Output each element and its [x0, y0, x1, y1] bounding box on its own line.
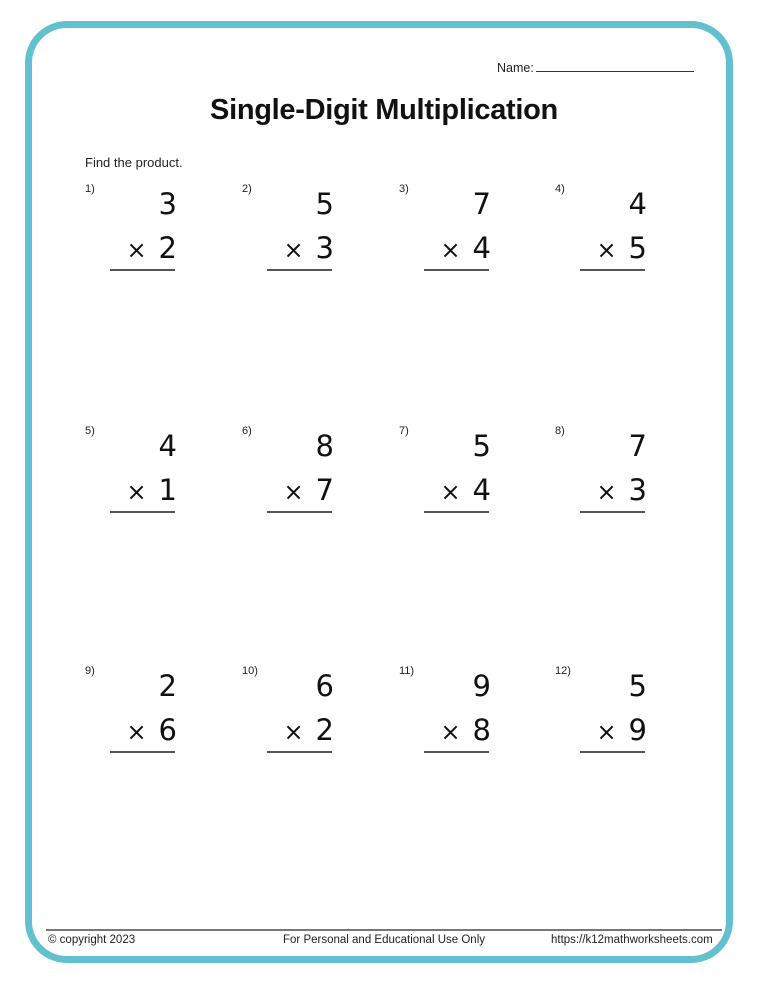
- multiplier: 3: [315, 231, 334, 265]
- multiplicand: 5: [315, 187, 334, 221]
- problem-3: [399, 183, 549, 293]
- multiplier-row: [440, 473, 491, 507]
- multiply-sign-icon: ×: [283, 236, 304, 264]
- multiply-sign-icon: ×: [126, 478, 147, 506]
- answer-line: [580, 751, 645, 753]
- problem-8: [555, 425, 705, 535]
- answer-line: [267, 269, 332, 271]
- problem-1: [85, 183, 235, 293]
- problem-5: [85, 425, 235, 535]
- multiplier-row: [126, 231, 177, 265]
- multiply-sign-icon: ×: [440, 236, 461, 264]
- multiplicand: 3: [158, 187, 177, 221]
- multiply-sign-icon: ×: [596, 236, 617, 264]
- multiplier: 5: [628, 231, 647, 265]
- multiply-sign-icon: ×: [596, 718, 617, 746]
- multiplicand: 7: [628, 429, 647, 463]
- multiplier-row: [596, 473, 647, 507]
- multiplier: 7: [315, 473, 334, 507]
- problem-12: [555, 665, 705, 775]
- multiplicand: 4: [628, 187, 647, 221]
- problem-2: [242, 183, 392, 293]
- answer-line: [424, 511, 489, 513]
- name-field: [497, 60, 694, 75]
- problem-10: [242, 665, 392, 775]
- multiply-sign-icon: ×: [440, 718, 461, 746]
- multiplicand: 2: [158, 669, 177, 703]
- problem-number: 6): [242, 425, 252, 437]
- problem-number: 3): [399, 183, 409, 195]
- answer-line: [267, 751, 332, 753]
- footer-divider: [46, 929, 722, 931]
- multiply-sign-icon: ×: [126, 236, 147, 264]
- footer-url: https://k12mathworksheets.com: [551, 934, 713, 946]
- problem-number: 4): [555, 183, 565, 195]
- name-blank-line: [536, 60, 694, 72]
- multiplier: 9: [628, 713, 647, 747]
- problem-number: 9): [85, 665, 95, 677]
- problem-number: 7): [399, 425, 409, 437]
- multiplicand: 9: [472, 669, 491, 703]
- answer-line: [424, 269, 489, 271]
- answer-line: [580, 269, 645, 271]
- problem-number: 2): [242, 183, 252, 195]
- multiplier: 4: [472, 473, 491, 507]
- multiplier-row: [283, 473, 334, 507]
- name-label: Name:: [497, 61, 534, 75]
- answer-line: [424, 751, 489, 753]
- answer-line: [110, 269, 175, 271]
- problem-6: [242, 425, 392, 535]
- multiplier: 2: [315, 713, 334, 747]
- multiplier: 4: [472, 231, 491, 265]
- multiplicand: 5: [628, 669, 647, 703]
- multiply-sign-icon: ×: [440, 478, 461, 506]
- multiplier-row: [126, 473, 177, 507]
- multiply-sign-icon: ×: [283, 478, 304, 506]
- problem-number: 1): [85, 183, 95, 195]
- multiplier: 1: [158, 473, 177, 507]
- multiplier-row: [440, 231, 491, 265]
- multiply-sign-icon: ×: [596, 478, 617, 506]
- multiply-sign-icon: ×: [126, 718, 147, 746]
- multiplicand: 7: [472, 187, 491, 221]
- multiplier-row: [596, 231, 647, 265]
- answer-line: [267, 511, 332, 513]
- multiplier-row: [596, 713, 647, 747]
- problem-number: 12): [555, 665, 571, 677]
- problem-number: 10): [242, 665, 258, 677]
- multiplicand: 8: [315, 429, 334, 463]
- multiplier: 6: [158, 713, 177, 747]
- problem-4: [555, 183, 705, 293]
- multiplier: 3: [628, 473, 647, 507]
- worksheet-title: Single-Digit Multiplication: [210, 94, 558, 126]
- instruction-text: Find the product.: [85, 155, 183, 170]
- problem-9: [85, 665, 235, 775]
- multiplicand: 4: [158, 429, 177, 463]
- problem-7: [399, 425, 549, 535]
- footer-usage: For Personal and Educational Use Only: [283, 934, 485, 946]
- multiplicand: 6: [315, 669, 334, 703]
- multiplier-row: [126, 713, 177, 747]
- multiplier: 8: [472, 713, 491, 747]
- multiply-sign-icon: ×: [283, 718, 304, 746]
- answer-line: [110, 511, 175, 513]
- multiplicand: 5: [472, 429, 491, 463]
- multiplier-row: [440, 713, 491, 747]
- multiplier: 2: [158, 231, 177, 265]
- problem-number: 5): [85, 425, 95, 437]
- problem-number: 11): [399, 665, 415, 677]
- multiplier-row: [283, 231, 334, 265]
- multiplier-row: [283, 713, 334, 747]
- footer-copyright: © copyright 2023: [48, 934, 136, 946]
- problem-number: 8): [555, 425, 565, 437]
- answer-line: [580, 511, 645, 513]
- problem-11: [399, 665, 549, 775]
- answer-line: [110, 751, 175, 753]
